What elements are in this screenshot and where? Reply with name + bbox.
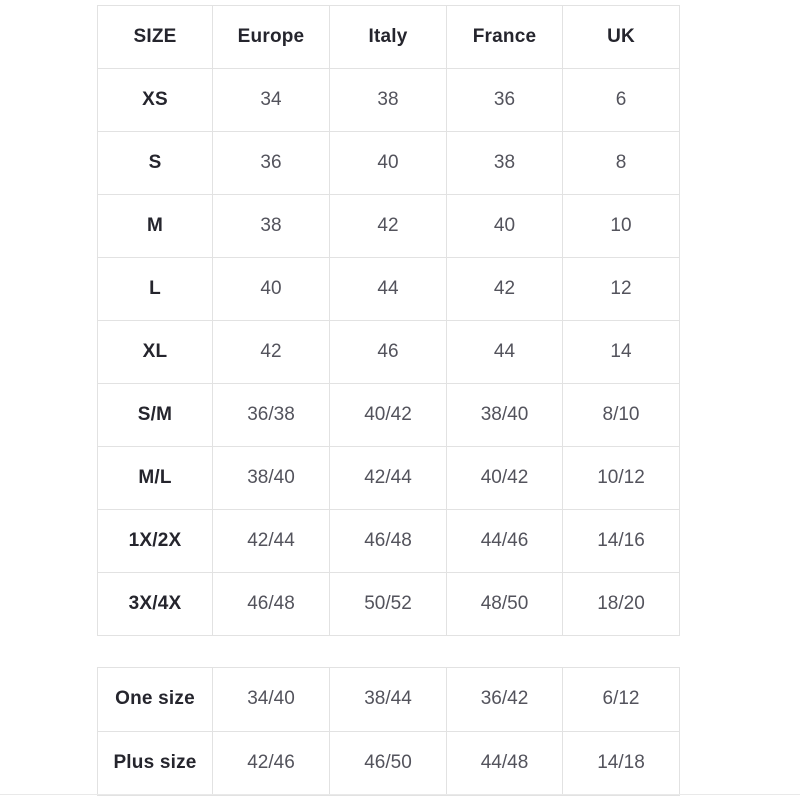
size-value-cell: 38/40 [213, 447, 330, 510]
size-value-cell: 42/46 [213, 732, 330, 796]
column-header-france: France [447, 6, 563, 69]
size-conversion-table [97, 5, 680, 636]
column-header-uk: UK [563, 6, 680, 69]
row-size-label: M/L [98, 447, 213, 510]
row-size-label: S/M [98, 384, 213, 447]
size-value-cell: 8/10 [563, 384, 680, 447]
column-header-europe: Europe [213, 6, 330, 69]
size-value-cell: 34 [213, 69, 330, 132]
size-value-cell: 46/48 [330, 510, 447, 573]
tables-container [97, 5, 679, 796]
size-value-cell: 6 [563, 69, 680, 132]
size-value-cell: 46/48 [213, 573, 330, 636]
size-value-cell: 38/44 [330, 668, 447, 732]
row-size-label: XL [98, 321, 213, 384]
size-value-cell: 40 [213, 258, 330, 321]
size-value-cell: 44 [447, 321, 563, 384]
row-size-label: M [98, 195, 213, 258]
row-size-label: L [98, 258, 213, 321]
size-value-cell: 42/44 [330, 447, 447, 510]
size-value-cell: 38 [213, 195, 330, 258]
table-row-3x4x [98, 573, 680, 636]
row-size-label: Plus size [98, 732, 213, 796]
size-value-cell: 36 [447, 69, 563, 132]
size-value-cell: 8 [563, 132, 680, 195]
column-header-size: SIZE [98, 6, 213, 69]
table-row-one-size [98, 668, 680, 732]
size-value-cell: 38/40 [447, 384, 563, 447]
size-value-cell: 50/52 [330, 573, 447, 636]
table-row-plus-size [98, 732, 680, 796]
size-value-cell: 46 [330, 321, 447, 384]
size-value-cell: 36/42 [447, 668, 563, 732]
size-value-cell: 38 [447, 132, 563, 195]
size-value-cell: 40 [330, 132, 447, 195]
page-bottom-divider [0, 794, 800, 795]
table-row-ml [98, 447, 680, 510]
row-size-label: 3X/4X [98, 573, 213, 636]
size-value-cell: 40/42 [330, 384, 447, 447]
size-value-cell: 36 [213, 132, 330, 195]
table-row-s [98, 132, 680, 195]
size-value-cell: 48/50 [447, 573, 563, 636]
tables-spacer [97, 636, 679, 667]
size-value-cell: 6/12 [563, 668, 680, 732]
size-value-cell: 46/50 [330, 732, 447, 796]
row-size-label: One size [98, 668, 213, 732]
size-value-cell: 44/46 [447, 510, 563, 573]
row-size-label: XS [98, 69, 213, 132]
size-value-cell: 34/40 [213, 668, 330, 732]
size-value-cell: 42 [213, 321, 330, 384]
size-value-cell: 10/12 [563, 447, 680, 510]
size-value-cell: 40/42 [447, 447, 563, 510]
size-value-cell: 36/38 [213, 384, 330, 447]
header-row [98, 6, 680, 69]
size-value-cell: 42 [330, 195, 447, 258]
column-header-italy: Italy [330, 6, 447, 69]
size-value-cell: 14/18 [563, 732, 680, 796]
size-value-cell: 12 [563, 258, 680, 321]
one-size-plus-size-table [97, 667, 680, 796]
table-row-m [98, 195, 680, 258]
size-value-cell: 42/44 [213, 510, 330, 573]
size-value-cell: 10 [563, 195, 680, 258]
size-value-cell: 14/16 [563, 510, 680, 573]
table-row-xs [98, 69, 680, 132]
table-row-sm [98, 384, 680, 447]
size-value-cell: 44 [330, 258, 447, 321]
table-row-1x2x [98, 510, 680, 573]
size-value-cell: 44/48 [447, 732, 563, 796]
size-value-cell: 40 [447, 195, 563, 258]
row-size-label: 1X/2X [98, 510, 213, 573]
table-row-l [98, 258, 680, 321]
size-value-cell: 14 [563, 321, 680, 384]
table-row-xl [98, 321, 680, 384]
size-value-cell: 18/20 [563, 573, 680, 636]
row-size-label: S [98, 132, 213, 195]
size-value-cell: 42 [447, 258, 563, 321]
size-value-cell: 38 [330, 69, 447, 132]
